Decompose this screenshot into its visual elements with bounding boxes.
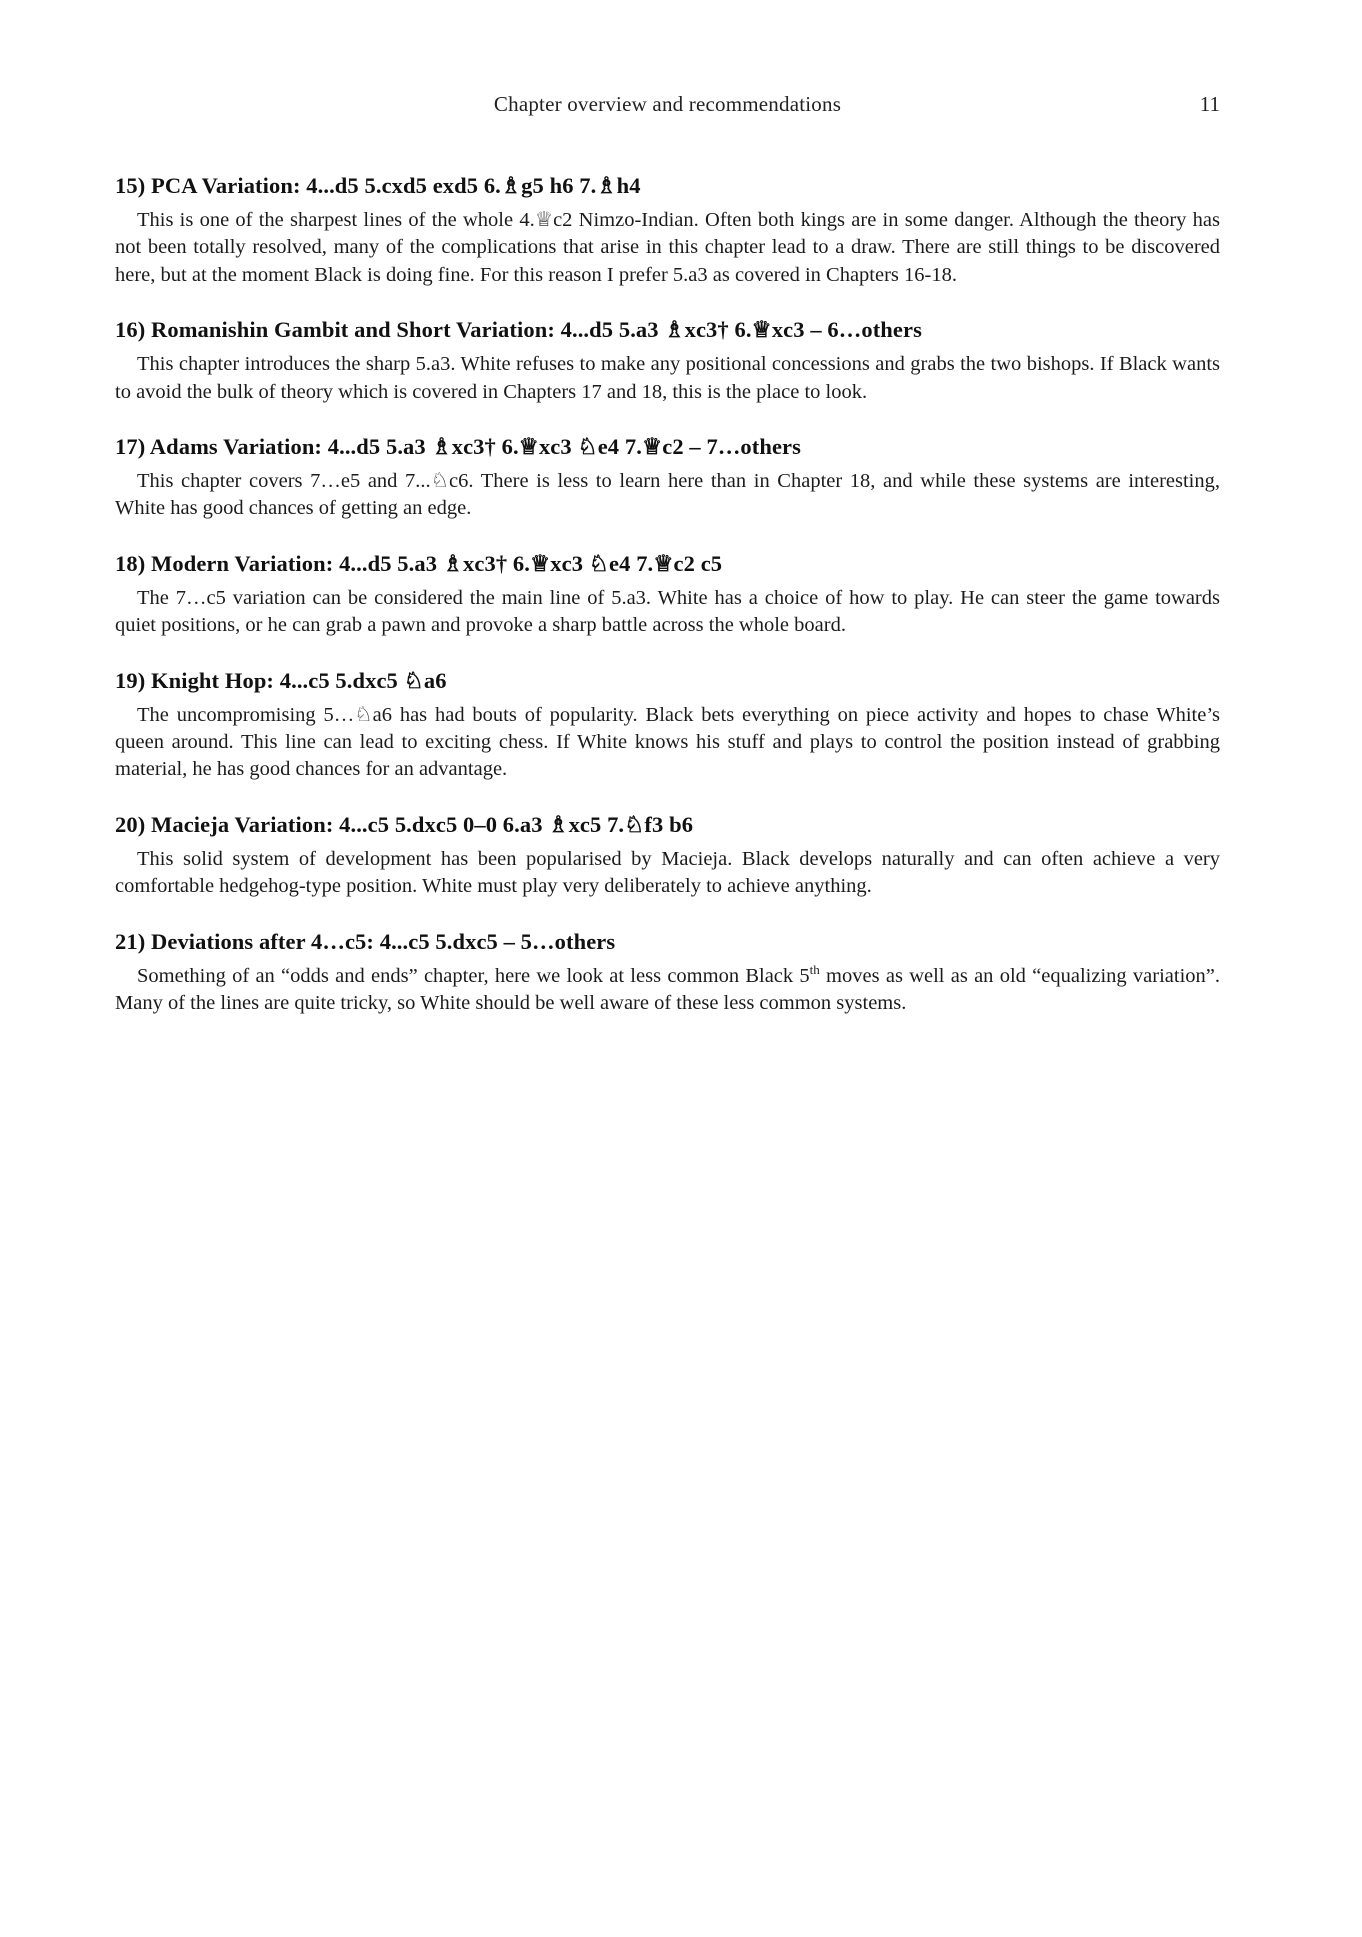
section-heading: 20) Macieja Variation: 4...c5 5.dxc5 0–0 6.a3 ♗xc5 7.♘f3 b6 [115, 811, 694, 837]
section-heading: 17) Adams Variation: 4...d5 5.a3 ♗xc3† 6.♕xc3 ♘e4 7.♕c2 – 7…others [115, 434, 802, 460]
section-heading: 19) Knight Hop: 4...c5 5.dxc5 ♘a6 [115, 667, 447, 693]
section-body-text: Something of an “odds and ends” chapter, here we look at less common Black 5 [137, 964, 810, 987]
section-body-text: moves as well as an old “equalizing variation”. Many of the lines are quite tricky, so White should be well aware of these less common systems. [115, 964, 1220, 1015]
section-heading: 18) Modern Variation: 4...d5 5.a3 ♗xc3† 6.♕xc3 ♘e4 7.♕c2 c5 [115, 550, 723, 576]
section-body: This solid system of development has been popularised by Macieja. Black develops naturally and can often achieve a very comfortable hedgehog-type position. White must play very deliberately to achieve anything. [115, 847, 1220, 898]
section-21-deviations [115, 928, 1220, 1018]
section-body: The 7…c5 variation can be considered the main line of 5.a3. White has a choice of how to play. He can steer the game towards quiet positions, or he can grab a pawn and provoke a sharp battle across the whole board. [115, 586, 1220, 637]
section-18-modern-variation [115, 550, 1220, 640]
section-heading: 21) Deviations after 4…c5: 4...c5 5.dxc5 – 5…others [115, 928, 616, 954]
section-16-romanishin-gambit [115, 316, 1220, 406]
section-body: This chapter covers 7…e5 and 7...♘c6. There is less to learn here than in Chapter 18, and while these systems are interesting, White has good chances of getting an edge. [115, 470, 1220, 520]
section-body: This chapter introduces the sharp 5.a3. White refuses to make any positional concessions and grabs the two bishops. If Black wants to avoid the bulk of theory which is covered in Chapters 17 and 18, this is the place to look. [115, 353, 1220, 403]
section-heading: 16) Romanishin Gambit and Short Variation: 4...d5 5.a3 ♗xc3† 6.♕xc3 – 6…others [115, 317, 922, 343]
page-number: 11 [1199, 92, 1220, 116]
ordinal-superscript: th [809, 961, 820, 977]
section-body: This is one of the sharpest lines of the whole 4.♕c2 Nimzo-Indian. Often both kings are in some danger. Although the theory has not been totally resolved, many of the complications that arise in this chapter lead to a draw. There are still things to be discovered here, but at the moment Black is doing fine. For this reason I prefer 5.a3 as covered in Chapters 16-18. [115, 209, 1220, 286]
section-15-pca-variation [115, 172, 1220, 289]
section-17-adams-variation [115, 433, 1220, 523]
running-head-title: Chapter overview and recommendations [493, 92, 842, 116]
running-head [115, 92, 1220, 126]
section-body: The uncompromising 5…♘a6 has had bouts of popularity. Black bets everything on piece activity and hopes to chase White’s queen around. This line can lead to exciting chess. If White knows his stuff and plays to control the position instead of grabbing material, he has good chances for an advantage. [115, 703, 1220, 781]
section-19-knight-hop [115, 667, 1220, 784]
section-heading: 15) PCA Variation: 4...d5 5.cxd5 exd5 6.♗g5 h6 7.♗h4 [115, 173, 641, 198]
section-20-macieja-variation [115, 811, 1220, 901]
section-body [115, 963, 1220, 1018]
